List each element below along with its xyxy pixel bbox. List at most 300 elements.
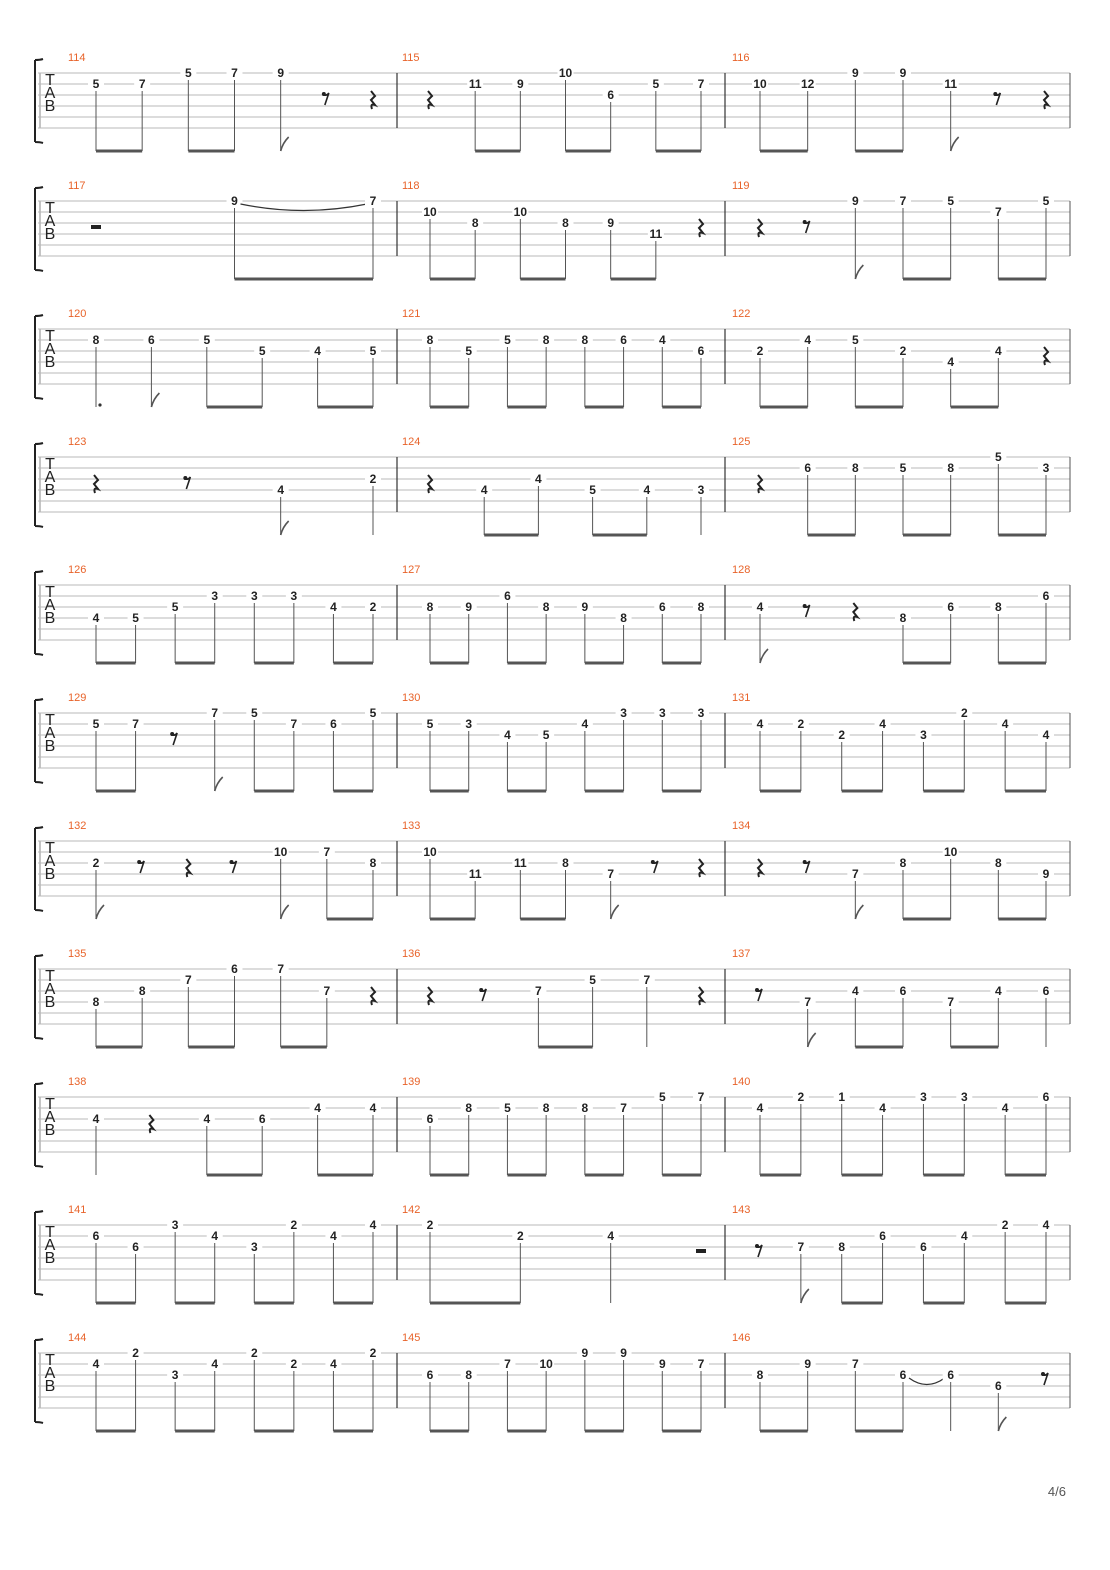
- system-bracket: [35, 315, 43, 399]
- tab-clef-letter: B: [44, 1378, 56, 1395]
- fret-number: 9: [851, 66, 859, 80]
- fret-number: 8: [426, 333, 434, 347]
- fret-number: 6: [231, 962, 238, 976]
- system-bracket: [35, 443, 43, 527]
- fret-number: 7: [184, 973, 192, 987]
- fret-number: 4: [211, 1229, 219, 1243]
- fret-number: 6: [92, 1229, 100, 1243]
- fret-number: 10: [558, 66, 573, 80]
- fret-number: 2: [797, 1090, 805, 1104]
- eighth-rest: [138, 861, 144, 873]
- fret-number: 6: [426, 1112, 434, 1126]
- tab-clef-letter: A: [44, 213, 56, 230]
- fret-number: 8: [756, 1368, 764, 1382]
- fret-number: 9: [1042, 867, 1050, 881]
- fret-number: 4: [1001, 1101, 1009, 1115]
- fret-number: 7: [697, 1090, 705, 1104]
- fret-number: 12: [800, 77, 815, 91]
- fret-number: 11: [468, 867, 482, 881]
- fret-number: 7: [231, 66, 238, 80]
- fret-number: 9: [231, 194, 238, 208]
- measure-number: 144: [68, 1332, 87, 1344]
- fret-number: 3: [920, 728, 927, 742]
- eighth-rest: [756, 1245, 762, 1257]
- fret-number: 7: [851, 867, 859, 881]
- fret-number: 2: [756, 344, 764, 358]
- fret-number: 4: [994, 984, 1002, 998]
- fret-number: 5: [589, 483, 596, 497]
- fret-number: 7: [697, 77, 705, 91]
- eighth-rest: [804, 861, 810, 873]
- fret-number: 7: [797, 1240, 805, 1254]
- fret-number: 5: [465, 344, 473, 358]
- fret-number: 3: [250, 589, 258, 603]
- system-bracket: [35, 1211, 43, 1295]
- fret-number: 5: [92, 717, 100, 731]
- fret-number: 4: [330, 1357, 337, 1371]
- measure-number: 145: [402, 1332, 421, 1344]
- fret-number: 4: [994, 344, 1002, 358]
- measure-number: 117: [68, 180, 86, 192]
- fret-number: 5: [1042, 194, 1050, 208]
- fret-number: 4: [535, 472, 542, 486]
- fret-number: 8: [620, 611, 627, 625]
- fret-number: 9: [658, 1357, 666, 1371]
- fret-number: 7: [290, 717, 298, 731]
- measure-number: 139: [402, 1076, 421, 1088]
- fret-number: 2: [426, 1218, 434, 1232]
- fret-number: 5: [899, 461, 907, 475]
- fret-number: 2: [369, 472, 377, 486]
- fret-number: 6: [899, 1368, 907, 1382]
- fret-number: 7: [323, 984, 331, 998]
- fret-number: 6: [620, 333, 627, 347]
- fret-number: 5: [258, 344, 266, 358]
- measure-number: 140: [732, 1076, 751, 1088]
- eighth-flag: [951, 137, 959, 151]
- fret-number: 1: [838, 1090, 846, 1104]
- fret-number: 6: [879, 1229, 886, 1243]
- fret-number: 4: [756, 1101, 764, 1115]
- eighth-flag: [215, 777, 223, 791]
- tab-system: [35, 948, 1070, 1047]
- tab-clef-letter: A: [44, 981, 56, 998]
- tab-clef-letter: A: [44, 1237, 56, 1254]
- fret-number: 4: [92, 1112, 100, 1126]
- fret-number: 7: [138, 77, 146, 91]
- fret-number: 9: [581, 600, 589, 614]
- fret-number: 6: [1042, 984, 1050, 998]
- measure-number: 142: [402, 1204, 421, 1216]
- fret-number: 4: [879, 717, 886, 731]
- tab-clef-letter: A: [44, 1109, 56, 1126]
- tab-clef-letter: T: [45, 1352, 55, 1369]
- eighth-flag: [801, 1289, 809, 1303]
- fret-number: 2: [960, 706, 968, 720]
- fret-number: 6: [658, 600, 666, 614]
- fret-number: 7: [899, 194, 907, 208]
- measure-number: 143: [732, 1204, 751, 1216]
- fret-number: 4: [314, 1101, 321, 1115]
- tab-system: [35, 820, 1070, 919]
- fret-number: 9: [851, 194, 859, 208]
- fret-number: 8: [92, 995, 100, 1009]
- measure-number: 120: [68, 308, 87, 320]
- fret-number: 8: [465, 1101, 473, 1115]
- fret-number: 6: [947, 600, 955, 614]
- fret-number: 6: [148, 333, 155, 347]
- fret-number: 8: [542, 1101, 550, 1115]
- fret-number: 4: [643, 483, 651, 497]
- fret-number: 2: [797, 717, 805, 731]
- tab-clef-letter: A: [44, 853, 56, 870]
- fret-number: 3: [658, 706, 666, 720]
- system-bracket: [35, 59, 43, 143]
- eighth-flag: [96, 905, 104, 919]
- tab-clef-letter: B: [44, 994, 56, 1011]
- system-bracket: [35, 1083, 43, 1167]
- fret-number: 5: [504, 1101, 511, 1115]
- tab-clef-letter: A: [44, 341, 56, 358]
- fret-number: 8: [851, 461, 859, 475]
- measure-number: 131: [732, 692, 751, 704]
- fret-number: 4: [314, 344, 321, 358]
- fret-number: 7: [697, 1357, 705, 1371]
- fret-number: 2: [92, 856, 100, 870]
- tab-clef-letter: T: [45, 1224, 55, 1241]
- fret-number: 11: [468, 77, 482, 91]
- tab-system: [35, 1204, 1070, 1303]
- measure-number: 118: [402, 180, 420, 192]
- fret-number: 6: [607, 88, 615, 102]
- fret-number: 5: [589, 973, 596, 987]
- fret-number: 3: [171, 1368, 179, 1382]
- system-bracket: [35, 699, 43, 783]
- tie: [909, 1378, 945, 1385]
- fret-number: 4: [330, 1229, 337, 1243]
- tab-clef-letter: B: [44, 866, 56, 883]
- fret-number: 7: [369, 194, 377, 208]
- eighth-flag: [611, 905, 619, 919]
- eighth-flag: [151, 393, 159, 407]
- fret-number: 3: [697, 706, 705, 720]
- fret-number: 6: [920, 1240, 927, 1254]
- fret-number: 5: [171, 600, 179, 614]
- tab-clef-letter: T: [45, 456, 55, 473]
- fret-number: 10: [513, 205, 528, 219]
- fret-number: 5: [652, 77, 660, 91]
- measure-number: 130: [402, 692, 421, 704]
- fret-number: 7: [607, 867, 615, 881]
- fret-number: 2: [369, 1346, 377, 1360]
- tab-clef-letter: T: [45, 968, 55, 985]
- fret-number: 7: [211, 706, 219, 720]
- fret-number: 4: [92, 611, 100, 625]
- tie: [241, 204, 368, 211]
- fret-number: 6: [1042, 589, 1050, 603]
- fret-number: 4: [960, 1229, 968, 1243]
- fret-number: 3: [211, 589, 219, 603]
- tab-clef-letter: A: [44, 1365, 56, 1382]
- tab-system: [35, 1332, 1070, 1431]
- fret-number: 8: [465, 1368, 473, 1382]
- system-bracket: [35, 1339, 43, 1423]
- fret-number: 3: [920, 1090, 927, 1104]
- fret-number: 3: [171, 1218, 179, 1232]
- eighth-rest: [804, 605, 810, 617]
- fret-number: 8: [562, 856, 569, 870]
- eighth-flag: [855, 905, 863, 919]
- fret-number: 9: [277, 66, 285, 80]
- fret-number: 6: [258, 1112, 266, 1126]
- measure-number: 123: [68, 436, 87, 448]
- eighth-rest: [171, 733, 177, 745]
- fret-number: 9: [516, 77, 524, 91]
- eighth-flag: [281, 521, 289, 535]
- fret-number: 4: [851, 984, 859, 998]
- fret-number: 4: [756, 717, 764, 731]
- fret-number: 5: [947, 194, 955, 208]
- eighth-rest: [480, 989, 486, 1001]
- fret-number: 9: [607, 216, 615, 230]
- fret-number: 4: [369, 1101, 377, 1115]
- fret-number: 3: [290, 589, 298, 603]
- fret-number: 2: [132, 1346, 139, 1360]
- eighth-flag: [760, 649, 768, 663]
- fret-number: 7: [277, 962, 285, 976]
- tab-clef-letter: T: [45, 200, 55, 217]
- system-bracket: [35, 187, 43, 271]
- fret-number: 11: [944, 77, 958, 91]
- fret-number: 10: [943, 845, 958, 859]
- fret-number: 5: [426, 717, 434, 731]
- fret-number: 2: [516, 1229, 524, 1243]
- fret-number: 2: [838, 728, 846, 742]
- fret-number: 2: [369, 600, 377, 614]
- fret-number: 4: [1001, 717, 1009, 731]
- measure-number: 141: [68, 1204, 87, 1216]
- fret-number: 10: [273, 845, 288, 859]
- eighth-flag: [808, 1033, 816, 1047]
- fret-number: 5: [504, 333, 511, 347]
- fret-number: 8: [697, 600, 705, 614]
- fret-number: 3: [465, 717, 473, 731]
- fret-number: 3: [697, 483, 705, 497]
- fret-number: 7: [535, 984, 542, 998]
- fret-number: 8: [581, 333, 589, 347]
- tab-system: [35, 436, 1070, 535]
- fret-number: 5: [369, 344, 377, 358]
- eighth-rest: [184, 477, 190, 489]
- page-number: 4/6: [1047, 1484, 1066, 1499]
- measure-number: 128: [732, 564, 751, 576]
- fret-number: 4: [1042, 1218, 1050, 1232]
- fret-number: 4: [658, 333, 666, 347]
- fret-number: 8: [542, 600, 550, 614]
- measure-number: 129: [68, 692, 87, 704]
- fret-number: 4: [480, 483, 488, 497]
- fret-number: 2: [250, 1346, 258, 1360]
- measure-number: 136: [402, 948, 421, 960]
- fret-number: 9: [581, 1346, 589, 1360]
- fret-number: 7: [643, 973, 651, 987]
- eighth-rest: [652, 861, 658, 873]
- fret-number: 5: [658, 1090, 666, 1104]
- fret-number: 8: [426, 600, 434, 614]
- fret-number: 6: [132, 1240, 139, 1254]
- fret-number: 5: [92, 77, 100, 91]
- system-bracket: [35, 827, 43, 911]
- fret-number: 4: [211, 1357, 219, 1371]
- fret-number: 7: [851, 1357, 859, 1371]
- fret-number: 8: [838, 1240, 846, 1254]
- measure-number: 138: [68, 1076, 87, 1088]
- tab-clef-letter: T: [45, 1096, 55, 1113]
- fret-number: 6: [504, 589, 511, 603]
- measure-number: 119: [732, 180, 750, 192]
- measure-number: 146: [732, 1332, 751, 1344]
- fret-number: 6: [330, 717, 337, 731]
- tab-clef-letter: T: [45, 72, 55, 89]
- tab-clef-letter: A: [44, 597, 56, 614]
- tab-system: [35, 52, 1070, 151]
- fret-number: 8: [471, 216, 479, 230]
- fret-number: 4: [581, 717, 589, 731]
- fret-number: 7: [620, 1101, 627, 1115]
- tab-clef-letter: B: [44, 1250, 56, 1267]
- measure-number: 127: [402, 564, 421, 576]
- tab-clef-letter: B: [44, 354, 56, 371]
- measure-number: 122: [732, 308, 751, 320]
- eighth-flag: [855, 265, 863, 279]
- fret-number: 4: [277, 483, 285, 497]
- tab-system: [35, 1076, 1070, 1175]
- fret-number: 7: [947, 995, 955, 1009]
- fret-number: 9: [465, 600, 473, 614]
- tab-clef-letter: B: [44, 226, 56, 243]
- eighth-rest: [994, 93, 1000, 105]
- fret-number: 8: [542, 333, 550, 347]
- fret-number: 4: [504, 728, 511, 742]
- fret-number: 8: [899, 856, 907, 870]
- tab-clef-letter: T: [45, 584, 55, 601]
- fret-number: 7: [994, 205, 1002, 219]
- eighth-flag: [998, 1417, 1006, 1431]
- fret-number: 4: [330, 600, 337, 614]
- fret-number: 4: [607, 1229, 615, 1243]
- tab-system: [35, 564, 1070, 663]
- tab-clef-letter: A: [44, 85, 56, 102]
- fret-number: 11: [649, 227, 663, 241]
- measure-number: 134: [732, 820, 751, 832]
- tab-clef-letter: B: [44, 610, 56, 627]
- measure-number: 132: [68, 820, 87, 832]
- fret-number: 6: [1042, 1090, 1050, 1104]
- fret-number: 4: [203, 1112, 211, 1126]
- fret-number: 5: [542, 728, 550, 742]
- tab-clef-letter: B: [44, 1122, 56, 1139]
- fret-number: 4: [369, 1218, 377, 1232]
- measure-number: 133: [402, 820, 421, 832]
- fret-number: 8: [994, 856, 1002, 870]
- tab-system: [35, 180, 1070, 279]
- fret-number: 6: [947, 1368, 955, 1382]
- tab-clef-letter: A: [44, 469, 56, 486]
- fret-number: 10: [753, 77, 767, 91]
- tab-clef-letter: B: [44, 98, 56, 115]
- fret-number: 10: [423, 845, 437, 859]
- tab-clef-letter: T: [45, 328, 55, 345]
- fret-number: 7: [323, 845, 331, 859]
- eighth-flag: [281, 905, 289, 919]
- eighth-rest: [323, 93, 329, 105]
- tab-system: [35, 308, 1070, 407]
- measure-number: 125: [732, 436, 751, 448]
- fret-number: 6: [804, 461, 812, 475]
- tab-clef-letter: B: [44, 482, 56, 499]
- fret-number: 10: [423, 205, 437, 219]
- fret-number: 6: [994, 1379, 1002, 1393]
- fret-number: 9: [620, 1346, 627, 1360]
- fret-number: 10: [539, 1357, 553, 1371]
- tab-clef-letter: A: [44, 725, 56, 742]
- fret-number: 5: [250, 706, 258, 720]
- fret-number: 8: [947, 461, 955, 475]
- measure-number: 116: [732, 52, 750, 64]
- half-rest: [91, 225, 101, 229]
- fret-number: 4: [879, 1101, 886, 1115]
- eighth-rest: [231, 861, 237, 873]
- fret-number: 9: [804, 1357, 812, 1371]
- measure-number: 115: [402, 52, 420, 64]
- eighth-rest: [1042, 1373, 1048, 1385]
- fret-number: 4: [947, 355, 955, 369]
- fret-number: 5: [994, 450, 1002, 464]
- fret-number: 3: [620, 706, 627, 720]
- fret-number: 8: [562, 216, 569, 230]
- fret-number: 11: [513, 856, 527, 870]
- fret-number: 8: [92, 333, 100, 347]
- fret-number: 8: [369, 856, 377, 870]
- half-rest: [696, 1249, 706, 1253]
- eighth-rest: [804, 221, 810, 233]
- fret-number: 4: [804, 333, 812, 347]
- fret-number: 5: [851, 333, 859, 347]
- measure-number: 126: [68, 564, 87, 576]
- measure-number: 121: [402, 308, 421, 320]
- eighth-rest: [756, 989, 762, 1001]
- measure-number: 124: [402, 436, 421, 448]
- fret-number: 5: [203, 333, 211, 347]
- fret-number: 3: [250, 1240, 258, 1254]
- fret-number: 7: [804, 995, 812, 1009]
- fret-number: 3: [1042, 461, 1050, 475]
- fret-number: 6: [426, 1368, 434, 1382]
- fret-number: 5: [132, 611, 139, 625]
- fret-number: 5: [184, 66, 192, 80]
- fret-number: 2: [290, 1357, 298, 1371]
- fret-number: 2: [290, 1218, 298, 1232]
- system-bracket: [35, 955, 43, 1039]
- fret-number: 4: [1042, 728, 1050, 742]
- fret-number: 8: [138, 984, 146, 998]
- fret-number: 8: [899, 611, 907, 625]
- fret-number: 2: [1001, 1218, 1009, 1232]
- measure-number: 135: [68, 948, 87, 960]
- fret-number: 9: [899, 66, 907, 80]
- tab-clef-letter: B: [44, 738, 56, 755]
- fret-number: 5: [369, 706, 377, 720]
